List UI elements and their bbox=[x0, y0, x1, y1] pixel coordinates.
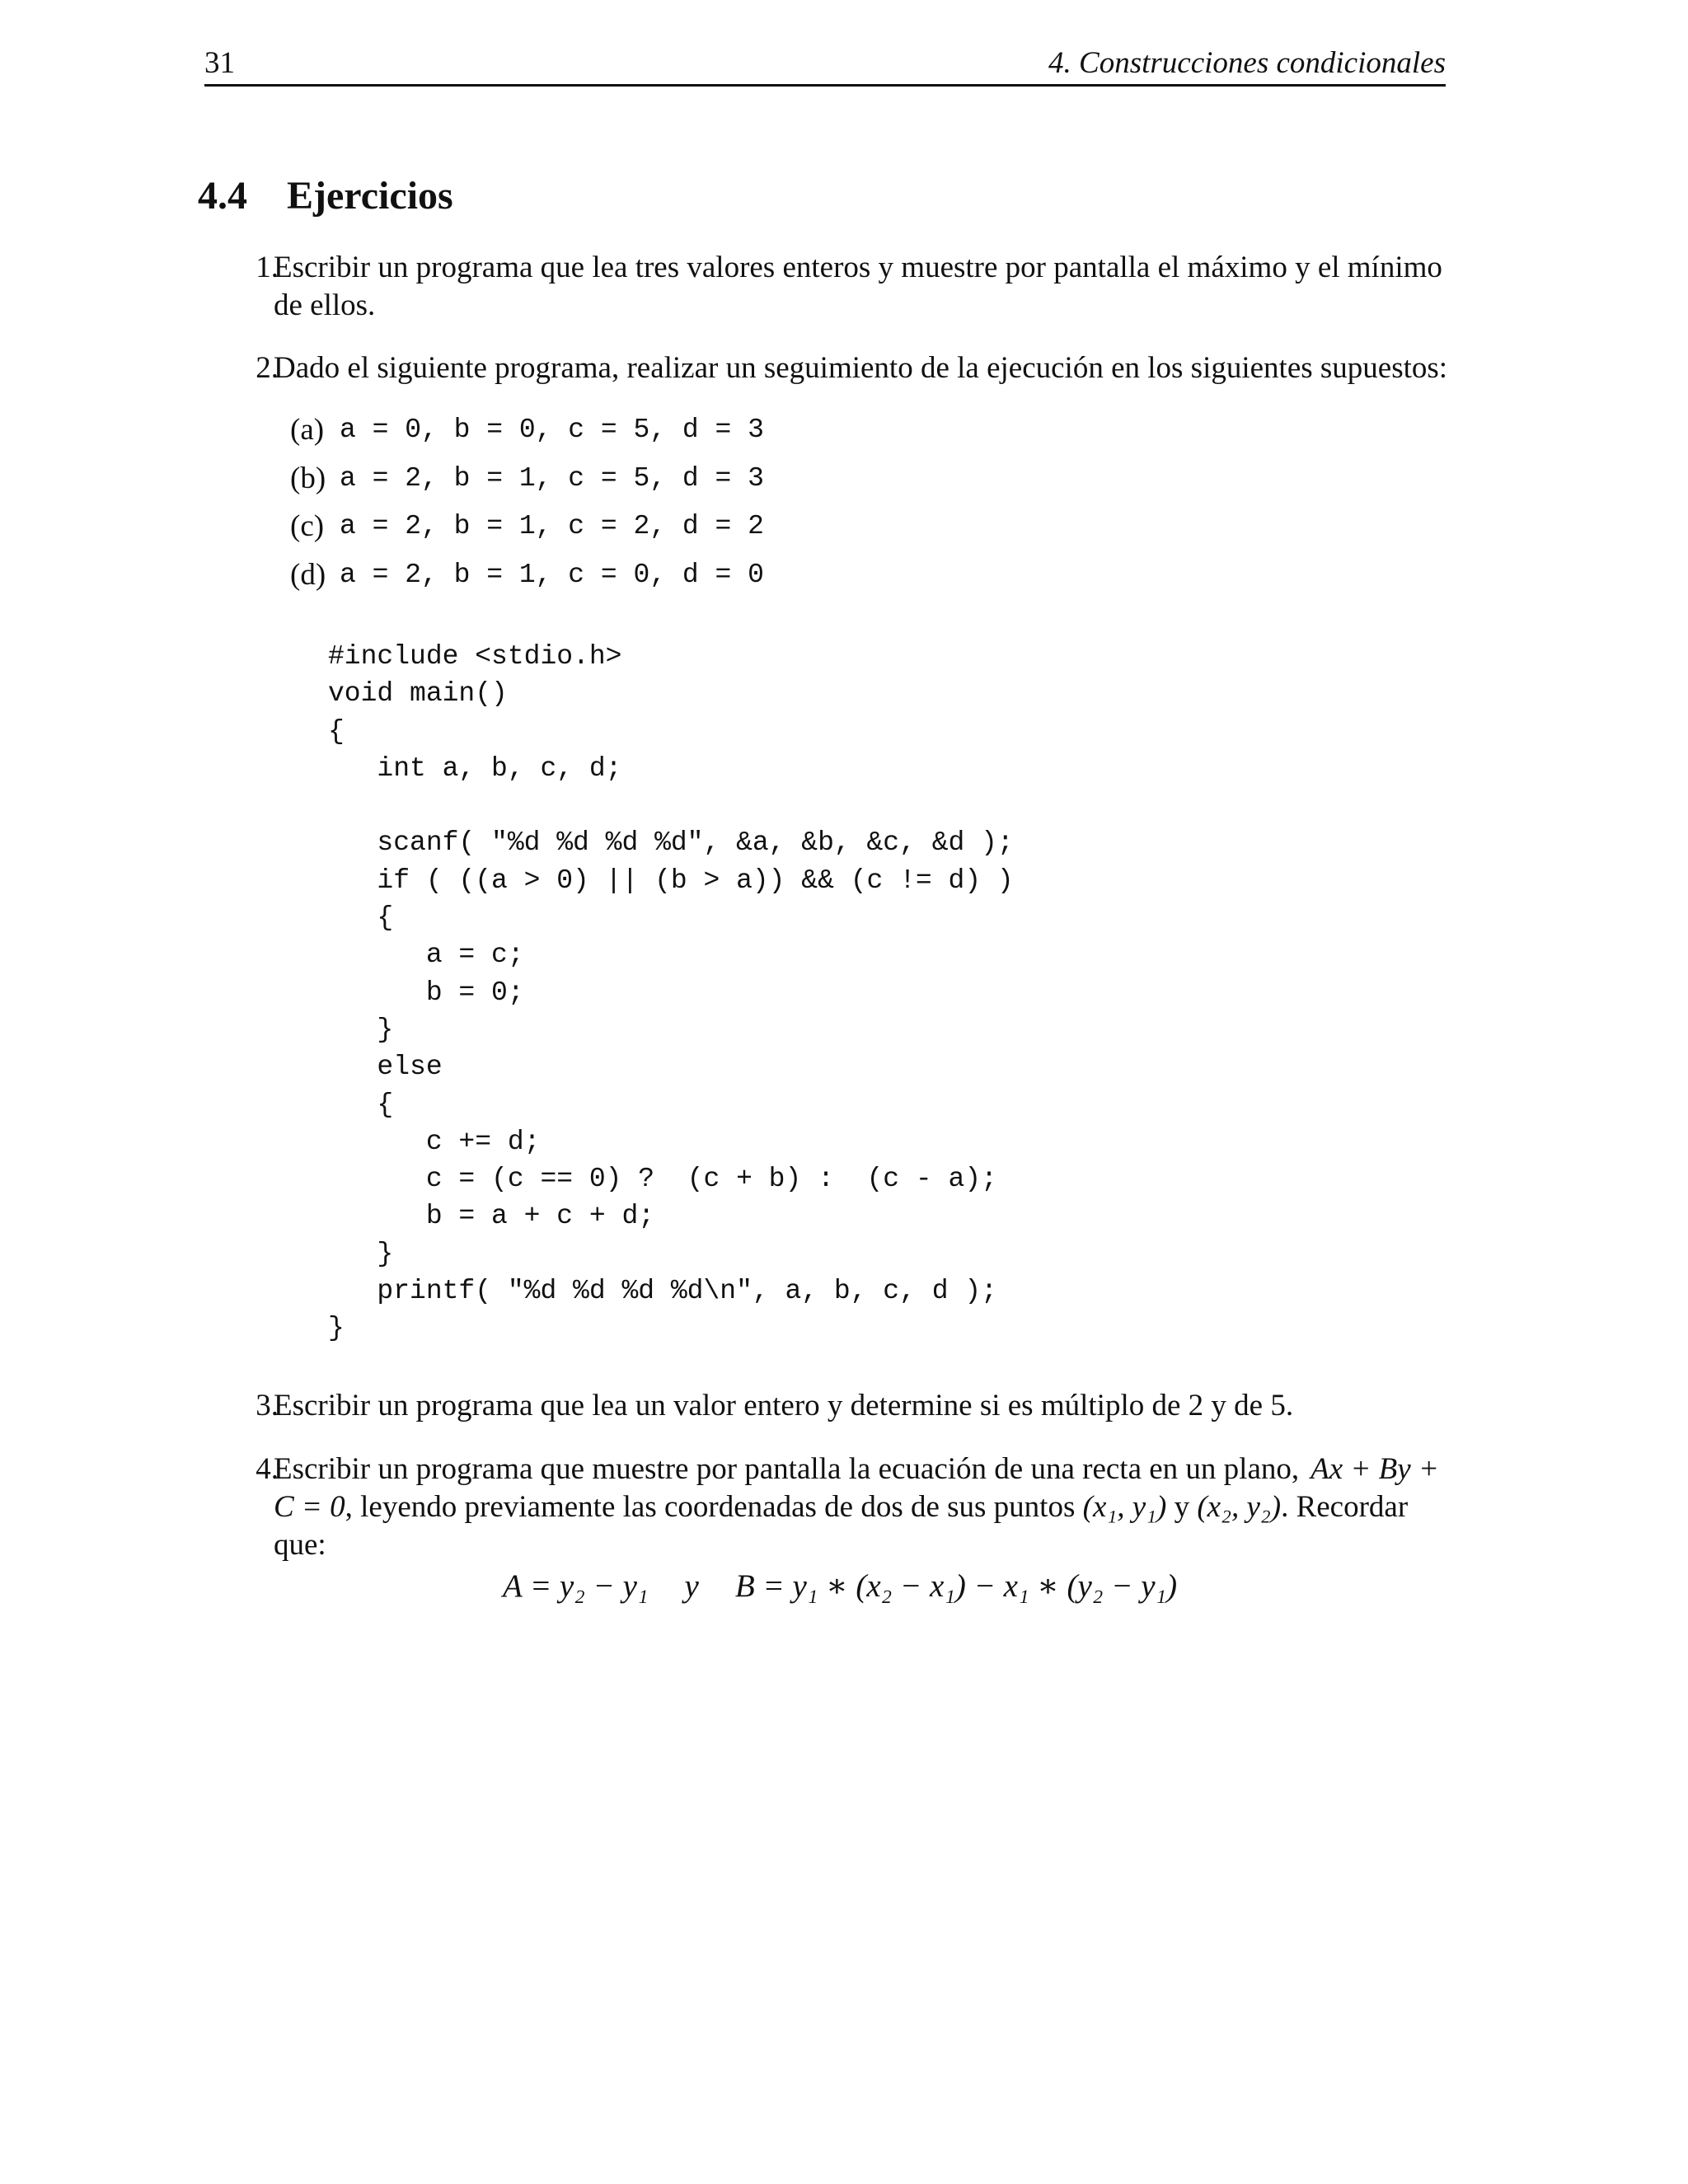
exercise-3-number: 3. bbox=[256, 1389, 279, 1422]
exercise-1-text bbox=[274, 249, 1454, 325]
case-a-label: (a) bbox=[290, 413, 325, 447]
case-d-values: a = 2, b = 1, c = 0, d = 0 bbox=[340, 560, 764, 590]
line-equation-rhs-math: C = 0 bbox=[274, 1490, 345, 1524]
point-2-math: (x₂, y₂) bbox=[1197, 1490, 1282, 1524]
chapter-running-head: 4. Construcciones condicionales bbox=[1048, 46, 1446, 80]
code-line: { bbox=[328, 902, 394, 934]
page-number: 31 bbox=[204, 46, 235, 80]
code-line: b = a + c + d; bbox=[328, 1201, 655, 1232]
code-line: } bbox=[328, 1014, 394, 1045]
exercise-3-line: Escribir un programa que lea un valor entero y determine si es múltiplo de 2 y de 5. bbox=[274, 1389, 1294, 1422]
code-line: b = 0; bbox=[328, 977, 524, 1008]
case-b-values: a = 2, b = 1, c = 5, d = 3 bbox=[340, 463, 764, 494]
code-line: c += d; bbox=[328, 1126, 541, 1157]
point-1-math: (x₁, y₁) bbox=[1082, 1490, 1167, 1524]
section-title: Ejercicios bbox=[287, 174, 453, 218]
code-line: else bbox=[328, 1052, 443, 1083]
case-c-values: a = 2, b = 1, c = 2, d = 2 bbox=[340, 511, 764, 541]
exercise-2-number: 2. bbox=[256, 351, 279, 385]
exercise-4-line-2 bbox=[274, 1488, 1454, 1526]
running-header bbox=[204, 43, 1446, 87]
conjunction-word: y bbox=[1174, 1490, 1190, 1524]
exercise-3-text bbox=[274, 1387, 1454, 1425]
case-d-label: (d) bbox=[290, 558, 326, 592]
code-line: { bbox=[328, 715, 345, 747]
exercise-2-text bbox=[274, 349, 1454, 387]
line-equation-math: Ax + By + bbox=[1311, 1452, 1439, 1486]
code-listing bbox=[328, 638, 1014, 1347]
code-line: scanf( "%d %d %d %d", &a, &b, &c, &d ); bbox=[328, 827, 1014, 859]
exercise-4-line-1 bbox=[274, 1451, 1454, 1488]
exercise-2-line: Dado el siguiente programa, realizar un seguimiento de la ejecución en los siguientes supuestos: bbox=[274, 351, 1448, 385]
case-c-label: (c) bbox=[290, 509, 325, 543]
formula-conjunction: y bbox=[684, 1568, 699, 1604]
code-line: if ( ((a > 0) || (b > a)) && (c != d) ) bbox=[328, 865, 1014, 896]
code-line: { bbox=[328, 1089, 394, 1120]
section-number: 4.4 bbox=[198, 174, 247, 218]
code-line: printf( "%d %d %d %d\n", a, b, c, d ); bbox=[328, 1276, 997, 1307]
case-a-values: a = 0, b = 0, c = 5, d = 3 bbox=[340, 415, 764, 445]
exercise-1-line: de ellos. bbox=[274, 288, 376, 322]
code-line bbox=[328, 787, 1014, 824]
exercise-1-line: Escribir un programa que lea tres valores enteros y muestre por pantalla el máximo y el mínimo bbox=[274, 251, 1442, 284]
formula-a: A = y₂ − y₁ bbox=[503, 1568, 649, 1604]
code-line: #include <stdio.h> bbox=[328, 641, 622, 672]
section-heading bbox=[198, 170, 453, 223]
coefficient-formula bbox=[503, 1564, 1177, 1609]
exercise-4-number: 4. bbox=[256, 1452, 279, 1486]
code-line: a = c; bbox=[328, 940, 524, 971]
exercise-4-text-run: . Recordar bbox=[1281, 1490, 1409, 1524]
code-line: } bbox=[328, 1313, 345, 1344]
code-line: c = (c == 0) ? (c + b) : (c - a); bbox=[328, 1164, 997, 1195]
case-b-label: (b) bbox=[290, 462, 326, 495]
exercise-4-text-run: Escribir un programa que muestre por pantalla la ecuación de una recta en un plano, bbox=[274, 1452, 1300, 1486]
exercise-1-number: 1. bbox=[256, 251, 279, 284]
exercise-4-text-run: , leyendo previamente las coordenadas de dos de sus puntos bbox=[345, 1490, 1076, 1524]
exercise-4-line-3: que: bbox=[274, 1528, 326, 1562]
exercise-4-text bbox=[274, 1451, 1454, 1564]
code-line: int a, b, c, d; bbox=[328, 752, 622, 784]
formula-b: B = y₁ ∗ (x₂ − x₁) − x₁ ∗ (y₂ − y₁) bbox=[734, 1568, 1178, 1604]
code-line: void main() bbox=[328, 678, 508, 710]
code-line: } bbox=[328, 1238, 394, 1269]
